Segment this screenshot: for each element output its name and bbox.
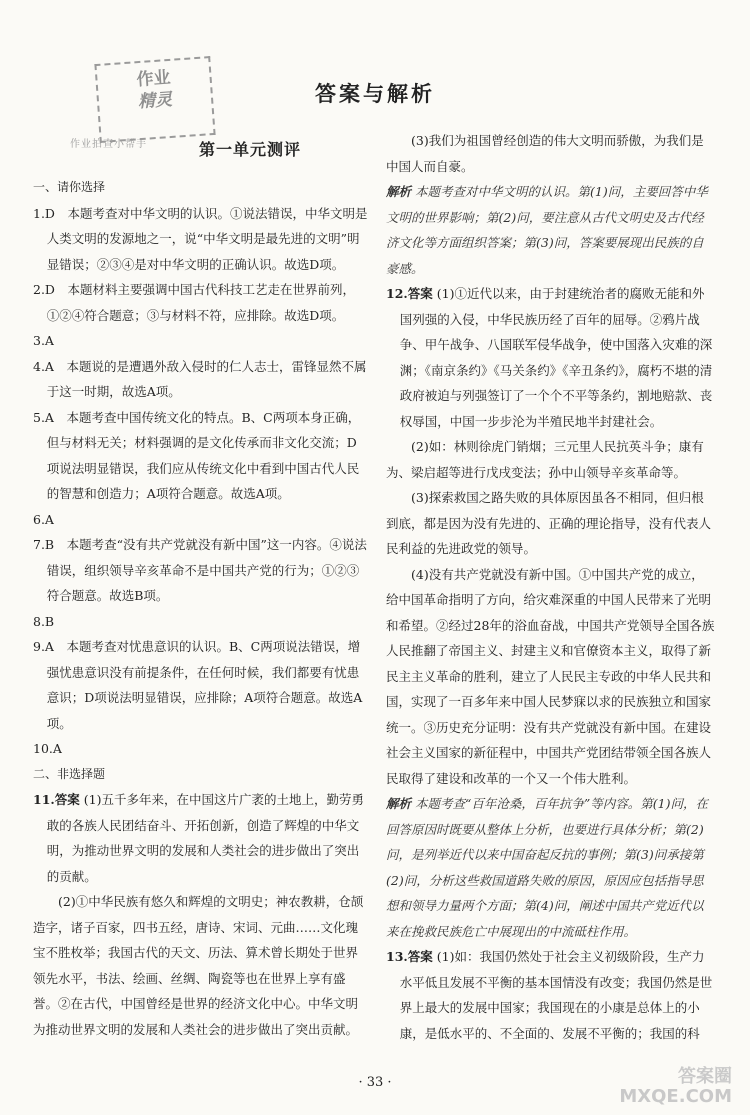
answer-q3: 3.A xyxy=(33,333,54,348)
answer-q13-part1 xyxy=(386,944,716,1046)
watermark-line1: 答案圈 xyxy=(678,1066,732,1087)
unit-title: 第一单元测评 xyxy=(198,140,301,159)
answer-q12-part1 xyxy=(386,281,716,434)
answer-q12-part3: (3)探索救国之路失败的具体原因虽各不相同，但归根到底，都是因为没有先进的、正确的理论指导，没有代表人民利益的先进政党的领导。 xyxy=(386,490,712,556)
stamp-line1: 作业 xyxy=(135,67,172,91)
answer-q6: 6.A xyxy=(33,511,54,527)
answer-q11-part3: (3)我们为祖国曾经创造的伟大文明而骄傲，为我们是中国人而自豪。 xyxy=(386,133,704,174)
answer-q11-part2: (2)①中华民族有悠久和辉煌的文明史；神农教耕，仓颉造字，诸子百家，四书五经，唐诗、宋词、元曲……文化瑰宝不胜枚举；我国古代的天文、历法、算术曾长期处于世界领先水平，书法、绘画、丝绸、陶瓷等也在世界上享有盛誉。②在古代，中国曾经是世界的经济文化中心。中华文明为推动世界文明的发展和人类社会的进步做出了突出贡献。 xyxy=(33,894,364,1037)
section-nonchoice-heading: 二、非选择题 xyxy=(33,766,106,781)
answer-text: (1)①近代以来，由于封建统治者的腐败无能和外国列强的入侵，中华民族历经了百年的屈辱。②鸦片战争、甲午战争、八国联军侵华战争，使中国落入灾难的深渊；《南京条约》《马关条约》《辛丑条约》，腐朽不堪的清政府被迫与列强签订了一个个不平等条约，割地赔款、丧权辱国，中国一步步沦为半殖民地半封建社会。 xyxy=(399,286,713,429)
answer-q9: 9.A 本题考查对忧患意识的认识。B、C两项说法错误，增强忧患意识没有前提条件，在任何时候，我们都要有忧患意识；D项说法明显错误，应排除；A项符合题意。故选A项。 xyxy=(33,639,363,731)
left-column xyxy=(33,175,368,1042)
explanation-text: 本题考查“百年沧桑，百年抗争”等内容。第(1)问，在回答原因时既要从整体上分析，也要进行具体分析；第(2)问，是列举近代以来中国奋起反抗的事例；第(3)问承接第(2)问，分析这些救国道路失败的原因，原因应包括指导思想和领导力量两个方面；第(4)问，阐述中国共产党近代以来在挽救民族危亡中展现出的中流砥柱作用。 xyxy=(386,796,708,939)
site-watermark xyxy=(619,1067,732,1107)
homework-stamp xyxy=(94,56,215,143)
answer-q12-part4: (4)没有共产党就没有新中国。①中国共产党的成立，给中国革命指明了方向，给灾难深重的中国人民带来了光明和希望。②经过28年的浴血奋战，中国共产党领导全国各族人民推翻了帝国主义、封建主义和官僚资本主义，取得了新民主主义革命的胜利，建立了人民民主专政的中华人民共和国，实现了一百多年来中国人民梦寐以求的民族独立和国家统一。③历史充分证明：没有共产党就没有新中国。在建设社会主义国家的新征程中，中国共产党团结带领全国各族人民取得了建设和改革的一个又一个伟大胜利。 xyxy=(386,566,715,786)
explanation-q11 xyxy=(386,179,716,281)
stamp-line2: 精灵 xyxy=(137,89,173,113)
answer-q1: 1.D 本题考查对中华文明的认识。①说法错误，中华文明是人类文明的发源地之一，说“中华文明是最先进的文明”明显错误；②③④是对中华文明的正确认识。故选D项。 xyxy=(33,205,368,272)
answer-q4: 4.A 本题说的是遭遇外敌入侵时的仁人志士，雷锋显然不属于这一时期，故选A项。 xyxy=(33,358,367,399)
stamp-subtitle: 作业拍查小帮手 xyxy=(70,139,147,150)
answer-q12-part2: (2)如：林则徐虎门销烟；三元里人民抗英斗争；康有为、梁启超等进行戊戌变法；孙中山领导辛亥革命等。 xyxy=(386,439,704,480)
right-column xyxy=(386,128,716,1046)
explanation-label: 解析 xyxy=(386,796,412,811)
explanation-q12 xyxy=(386,791,716,944)
explanation-label: 解析 xyxy=(386,184,412,199)
answer-q8: 8.B xyxy=(33,613,55,629)
answer-label: 12.答案 xyxy=(386,286,433,301)
answer-q11-part1 xyxy=(33,787,368,889)
page-number: · 33 · xyxy=(358,1075,392,1090)
answer-q7: 7.B 本题考查“没有共产党就没有新中国”这一内容。④说法错误，组织领导辛亥革命不是中国共产党的行为；①②③符合题意。故选B项。 xyxy=(33,537,367,603)
answer-q2: 2.D 本题材料主要强调中国古代科技工艺走在世界前列，①②④符合题意；③与材料不符，应排除。故选D项。 xyxy=(33,282,355,323)
answer-text: (1)五千多年来，在中国这片广袤的土地上，勤劳勇敢的各族人民团结奋斗、开拓创新，创造了辉煌的中华文明，为推动世界文明的发展和人类社会的进步做出了突出的贡献。 xyxy=(46,792,364,884)
answer-label: 11.答案 xyxy=(33,792,80,807)
explanation-text: 本题考查对中华文明的认识。第(1)问，主要回答中华文明的世界影响；第(2)问，要注意从古代文明史及古代经济文化等方面组织答案；第(3)问，答案要展现出民族的自豪感。 xyxy=(386,184,708,276)
answer-label: 13.答案 xyxy=(386,949,433,964)
answer-q10: 10.A xyxy=(33,741,62,756)
watermark-line2: MXQE.COM xyxy=(619,1086,732,1107)
answer-q5: 5.A 本题考查中国传统文化的特点。B、C两项本身正确，但与材料无关；材料强调的是文化传承而非文化交流；D项说法明显错误，我们应从传统文化中看到中国古代人民的智慧和创造力；A项符合题意。故选A项。 xyxy=(33,409,361,501)
page-title: 答案与解析 xyxy=(315,81,435,106)
section-choice-heading: 一、请你选择 xyxy=(33,180,106,194)
answer-text: (1)如：我国仍然处于社会主义初级阶段，生产力水平低且发展不平衡的基本国情没有改变；我国仍然是世界上最大的发展中国家；我国现在的小康是总体上的小康，是低水平的、不全面的、发展不平衡的；我国的科 xyxy=(399,949,713,1041)
